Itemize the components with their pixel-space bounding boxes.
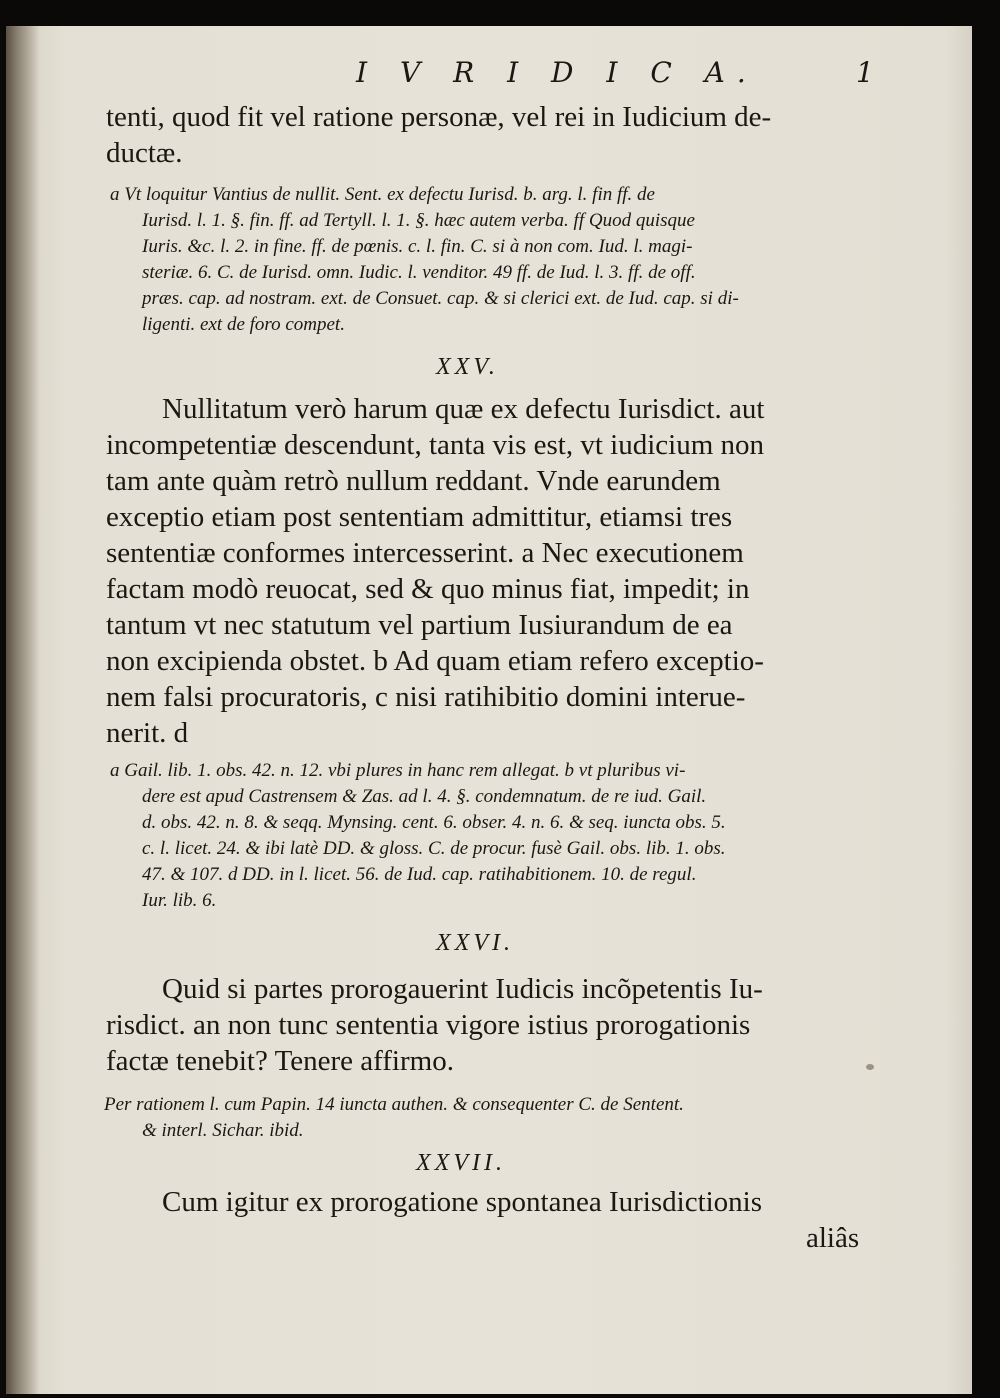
footnote-line: Per rationem l. cum Papin. 14 iuncta authen. & consequenter C. de Sentent. xyxy=(104,1094,684,1115)
footnote-line: c. l. licet. 24. & ibi latè DD. & gloss. C. de procur. fusè Gail. obs. lib. 1. obs. xyxy=(142,838,726,859)
book-page xyxy=(6,26,972,1394)
body-line: sententiæ conformes intercesserint. a Nec executionem xyxy=(106,537,744,569)
body-line: incompetentiæ descendunt, tanta vis est, vt iudicium non xyxy=(106,429,765,461)
footnote-line: Iurisd. l. 1. §. fin. ff. ad Tertyll. l. 1. §. hæc autem verba. ff Quod quisque xyxy=(142,210,695,231)
footnote-line: steriæ. 6. C. de Iurisd. omn. Iudic. l. venditor. 49 ff. de Iud. l. 3. ff. de off. xyxy=(142,262,696,283)
body-line: risdict. an non tunc sententia vigore istius prorogationis xyxy=(106,1009,751,1041)
footnote-line: Iuris. &c. l. 2. in fine. ff. de pœnis. c. l. fin. C. si à non com. Iud. l. magi- xyxy=(142,236,693,257)
footnote-line: Iur. lib. 6. xyxy=(142,890,217,911)
section-number: XXVII. xyxy=(416,1150,506,1176)
footnote-line: a Vt loquitur Vantius de nullit. Sent. ex defectu Iurisd. b. arg. l. fin ff. de xyxy=(110,184,655,205)
page-gutter xyxy=(6,26,40,1394)
body-line: exceptio etiam post sententiam admittitur, etiamsi tres xyxy=(106,501,733,533)
body-line: nerit. d xyxy=(106,717,189,749)
body-line: Nullitatum verò harum quæ ex defectu Iurisdict. aut xyxy=(162,393,765,425)
body-line: factam modò reuocat, sed & quo minus fiat, impedit; in xyxy=(106,573,750,605)
body-line: non excipienda obstet. b Ad quam etiam refero exceptio- xyxy=(106,645,764,677)
body-line: nem falsi procuratoris, c nisi ratihibitio domini interue- xyxy=(106,681,746,713)
section-number: XXVI. xyxy=(436,930,514,956)
footnote-line: d. obs. 42. n. 8. & seqq. Mynsing. cent. 6. obser. 4. n. 6. & seq. iuncta obs. 5. xyxy=(142,812,726,833)
body-line: tenti, quod fit vel ratione personæ, vel rei in Iudicium de- xyxy=(106,101,772,133)
footnote-line: 47. & 107. d DD. in l. licet. 56. de Iud. cap. ratihabitionem. 10. de regul. xyxy=(142,864,697,885)
body-line: Quid si partes prorogauerint Iudicis incõpetentis Iu- xyxy=(162,973,763,1005)
footnote-line: & interl. Sichar. ibid. xyxy=(142,1120,304,1141)
catchword: aliâs xyxy=(806,1222,860,1254)
body-line: Cum igitur ex prorogatione spontanea Iurisdictionis xyxy=(162,1186,763,1218)
footnote-line: a Gail. lib. 1. obs. 42. n. 12. vbi plures in hanc rem allegat. b vt pluribus vi- xyxy=(110,760,686,781)
footnote-line: præs. cap. ad nostram. ext. de Consuet. cap. & si clerici ext. de Iud. cap. si di- xyxy=(142,288,739,309)
running-head: I V R I D I C A. xyxy=(356,56,758,89)
footnote-line: dere est apud Castrensem & Zas. ad l. 4. §. condemnatum. de re iud. Gail. xyxy=(142,786,707,807)
section-number: XXV. xyxy=(436,354,499,380)
page-number: 1 xyxy=(856,56,874,89)
body-line: tantum vt nec statutum vel partium Iusiurandum de ea xyxy=(106,609,733,641)
body-line: tam ante quàm retrò nullum reddant. Vnde earundem xyxy=(106,465,721,497)
ink-smudge xyxy=(866,1064,874,1070)
footnote-line: ligenti. ext de foro compet. xyxy=(142,314,345,335)
body-line: factæ tenebit? Tenere affirmo. xyxy=(106,1045,454,1077)
body-line: ductæ. xyxy=(106,137,183,169)
